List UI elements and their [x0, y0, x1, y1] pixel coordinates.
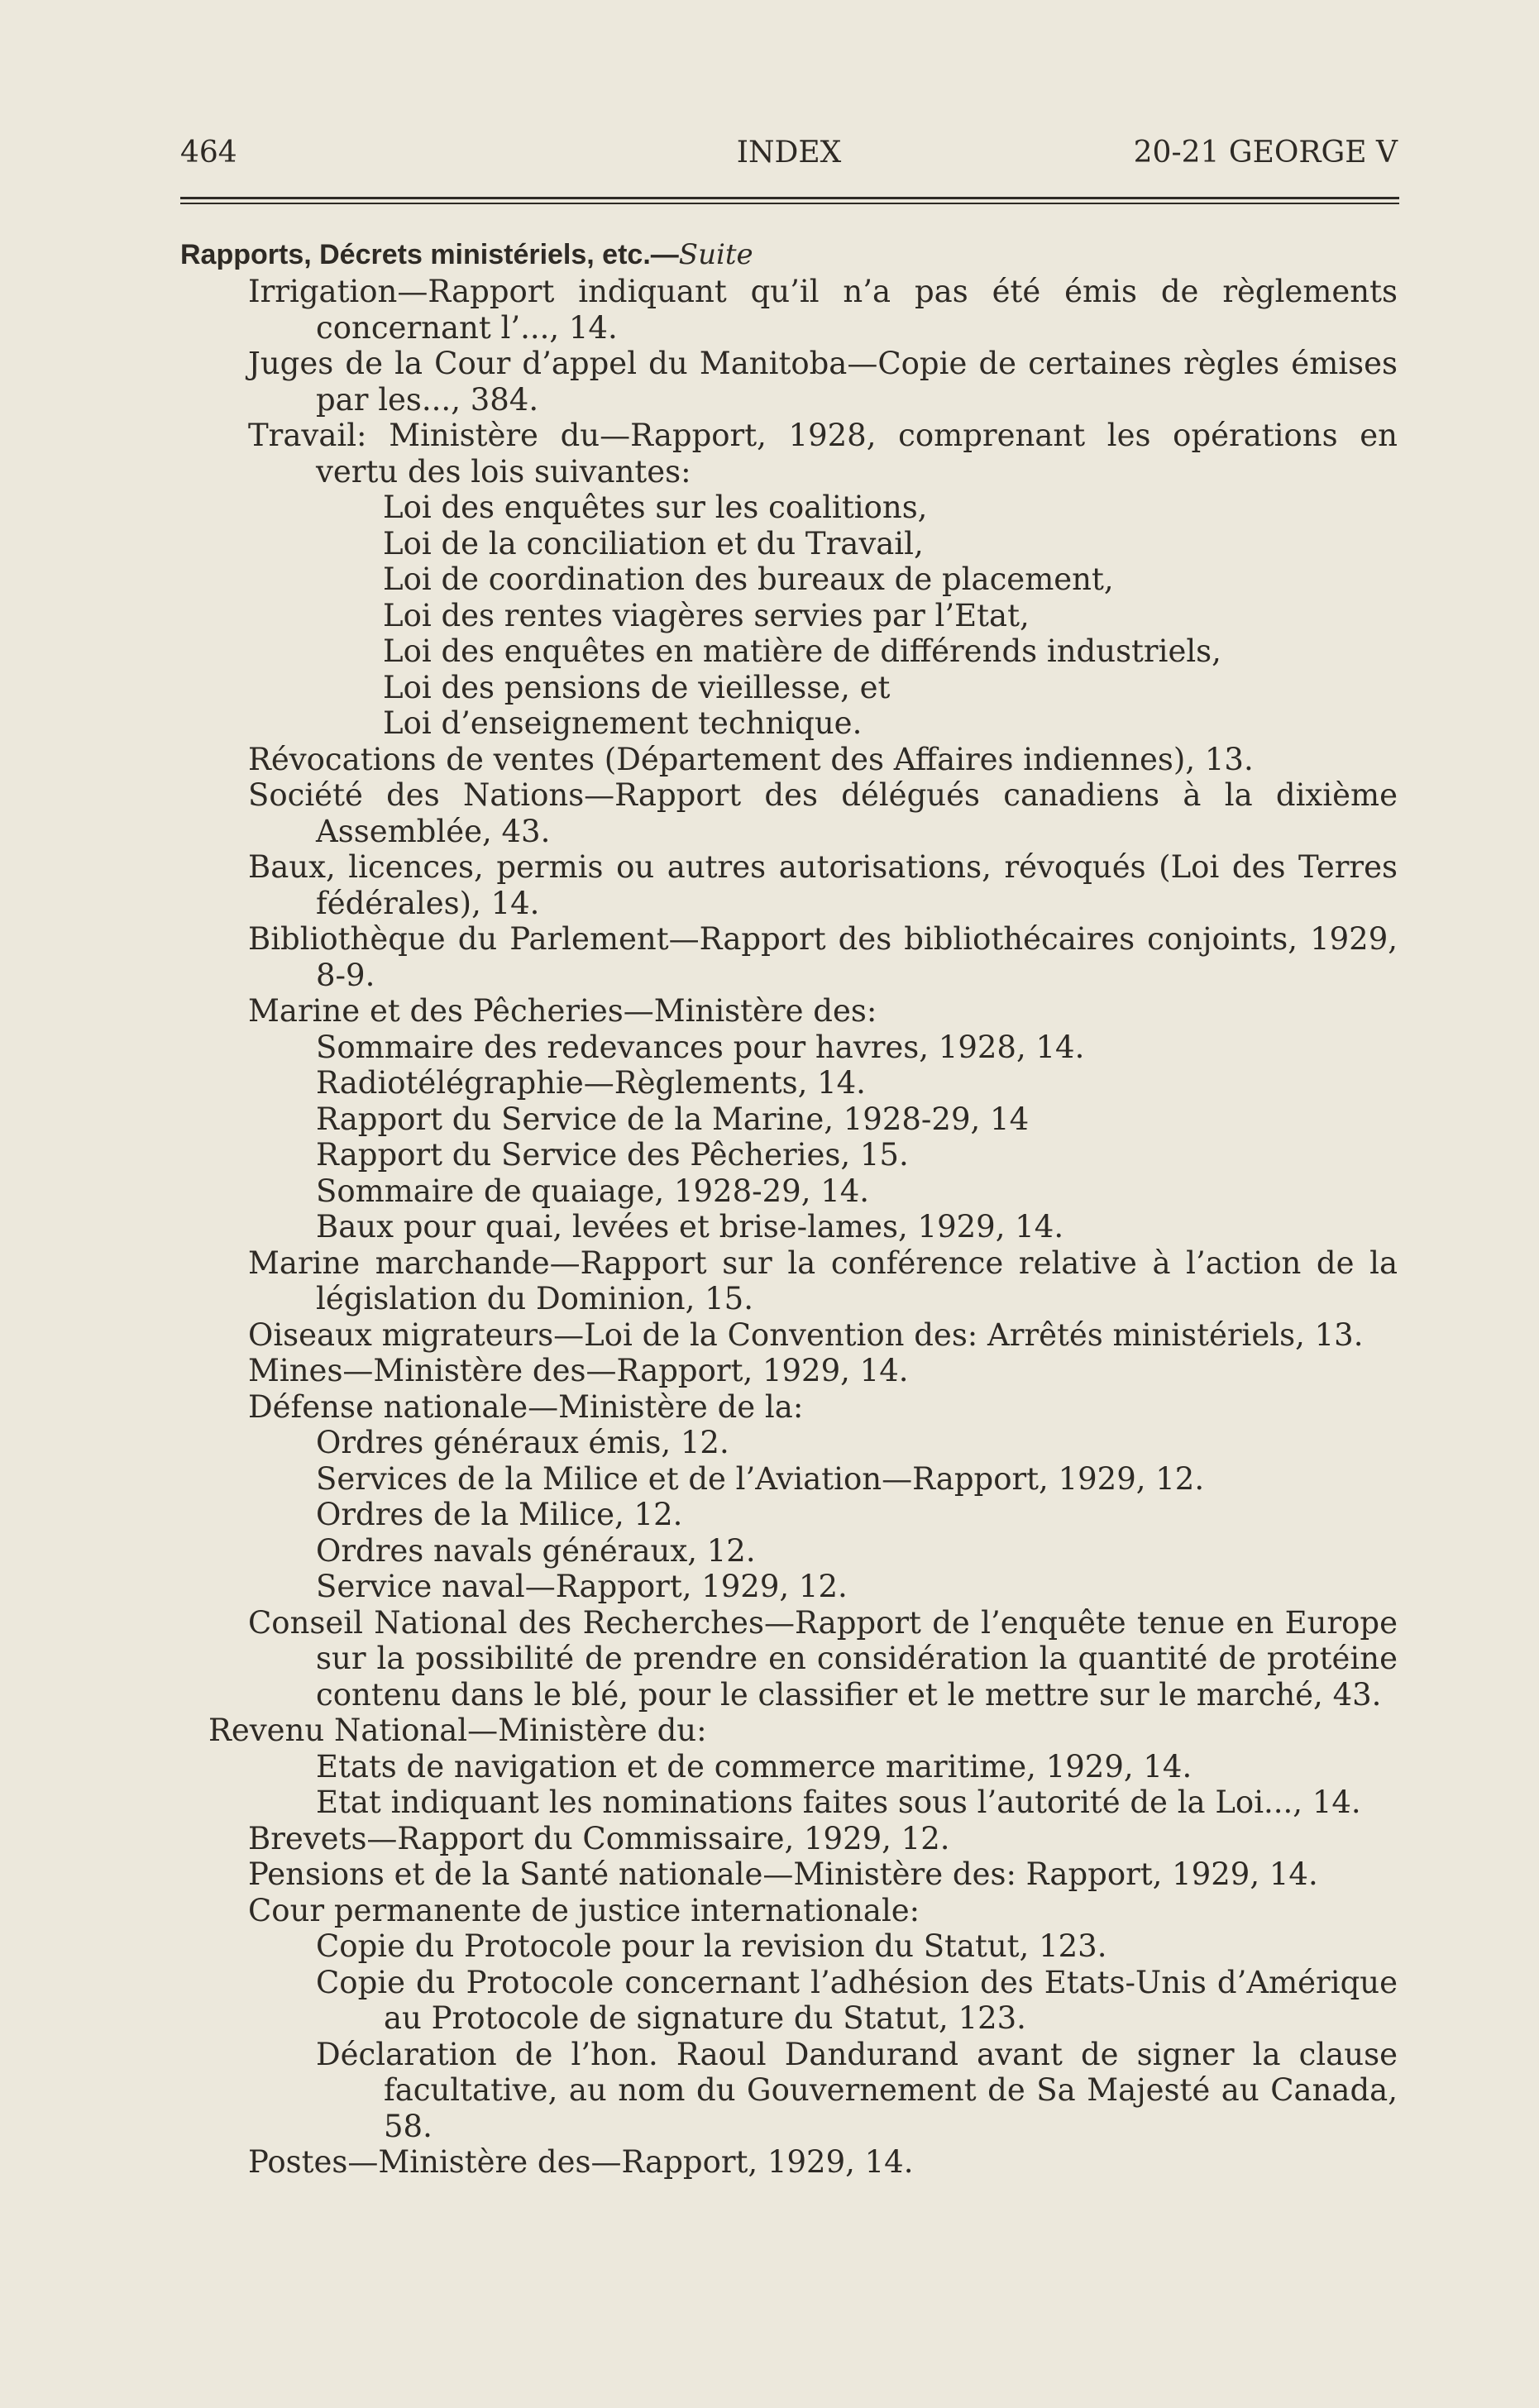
- index-entry: Copie du Protocole concernant l’adhésion des Etats-Unis d’Amérique au Protocole de signature du Statut, 123.: [316, 1964, 1398, 2036]
- index-entry: Loi de coordination des bureaux de placement,: [383, 561, 1114, 597]
- index-entry: Marine marchande—Rapport sur la conférence relative à l’action de la législation du Dominion, 15.: [248, 1245, 1398, 1316]
- index-entry: Loi des rentes viagères servies par l’Etat,: [383, 597, 1030, 633]
- index-entry: Loi des enquêtes en matière de différends industriels,: [383, 633, 1221, 669]
- index-entry: Radiotélégraphie—Règlements, 14.: [316, 1065, 866, 1101]
- index-entry: Révocations de ventes (Département des Affaires indiennes), 13.: [248, 741, 1254, 777]
- index-entry: Travail: Ministère du—Rapport, 1928, comprenant les opérations en vertu des lois suivantes:: [248, 418, 1398, 490]
- index-entry: Défense nationale—Ministère de la:: [248, 1388, 804, 1425]
- index-entry: Copie du Protocole pour la revision du Statut, 123.: [316, 1928, 1107, 1964]
- page-title: INDEX: [736, 136, 842, 170]
- index-entry: Société des Nations—Rapport des délégués canadiens à la dixième Assemblée, 43.: [248, 777, 1398, 849]
- index-entry: Mines—Ministère des—Rapport, 1929, 14.: [248, 1353, 909, 1388]
- index-entry: Sommaire de quaiage, 1928-29, 14.: [316, 1173, 870, 1209]
- page-number: 464: [180, 136, 237, 170]
- section-heading-main: Rapports, Décrets ministériels, etc.—: [180, 239, 679, 270]
- session-label: 20-21 GEORGE V: [1133, 136, 1398, 170]
- index-entry: Brevets—Rapport du Commissaire, 1929, 12.: [248, 1820, 950, 1856]
- header-rule-thick: [180, 197, 1399, 199]
- index-entry: Loi d’enseignement technique.: [383, 705, 863, 741]
- index-entry: Déclaration de l’hon. Raoul Dandurand avant de signer la clause facultative, au nom du Gouvernement de Sa Majesté au Canada, 58.: [316, 2036, 1398, 2144]
- index-entry: Marine et des Pêcheries—Ministère des:: [248, 993, 877, 1029]
- index-entry: Ordres navals généraux, 12.: [316, 1532, 756, 1569]
- index-entry: Baux pour quai, levées et brise-lames, 1929, 14.: [316, 1209, 1064, 1245]
- index-entry: Ordres de la Milice, 12.: [316, 1497, 683, 1532]
- index-entry: Service naval—Rapport, 1929, 12.: [316, 1569, 848, 1604]
- index-entry: Cour permanente de justice internationale:: [248, 1892, 920, 1928]
- index-entry: Loi de la conciliation et du Travail,: [383, 525, 924, 561]
- index-entry: Juges de la Cour d’appel du Manitoba—Copie de certaines règles émises par les..., 384.: [248, 346, 1398, 418]
- section-heading: [180, 237, 1398, 274]
- index-entry: Services de la Milice et de l’Aviation—Rapport, 1929, 12.: [316, 1460, 1205, 1497]
- index-content: [180, 237, 1398, 2181]
- section-heading-suite: Suite: [678, 238, 753, 271]
- index-entry: Rapport du Service de la Marine, 1928-29, 14: [316, 1101, 1030, 1137]
- index-entry: Etats de navigation et de commerce maritime, 1929, 14.: [316, 1748, 1192, 1784]
- index-entry: Etat indiquant les nominations faites sous l’autorité de la Loi..., 14.: [316, 1784, 1361, 1820]
- index-entry: Sommaire des redevances pour havres, 1928, 14.: [316, 1029, 1085, 1065]
- index-entry: Ordres généraux émis, 12.: [316, 1425, 729, 1460]
- index-entry: Baux, licences, permis ou autres autorisations, révoqués (Loi des Terres fédérales), 14.: [248, 849, 1398, 921]
- header-rule-thin: [180, 203, 1399, 204]
- index-entry: Conseil National des Recherches—Rapport de l’enquête tenue en Europe sur la possibilité de prendre en considération la quantité de protéine contenu dans le blé, pour le classifier et le mettre sur le marché, 43.: [248, 1604, 1398, 1713]
- index-entry: Loi des pensions de vieillesse, et: [383, 669, 891, 705]
- index-entry: Pensions et de la Santé nationale—Ministère des: Rapport, 1929, 14.: [248, 1856, 1318, 1892]
- index-entry: Postes—Ministère des—Rapport, 1929, 14.: [248, 2144, 914, 2180]
- index-entry: Irrigation—Rapport indiquant qu’il n’a pas été émis de règlements concernant l’..., 14.: [248, 274, 1398, 346]
- index-entry: Revenu National—Ministère du:: [208, 1713, 707, 1748]
- index-entry: Loi des enquêtes sur les coalitions,: [383, 490, 928, 525]
- index-entry: Oiseaux migrateurs—Loi de la Convention des: Arrêtés ministériels, 13.: [248, 1316, 1364, 1353]
- running-header: [180, 132, 1398, 174]
- index-entry: Bibliothèque du Parlement—Rapport des bibliothécaires conjoints, 1929, 8-9.: [248, 921, 1398, 993]
- index-entry: Rapport du Service des Pêcheries, 15.: [316, 1137, 909, 1173]
- index-entries: [180, 274, 1398, 2181]
